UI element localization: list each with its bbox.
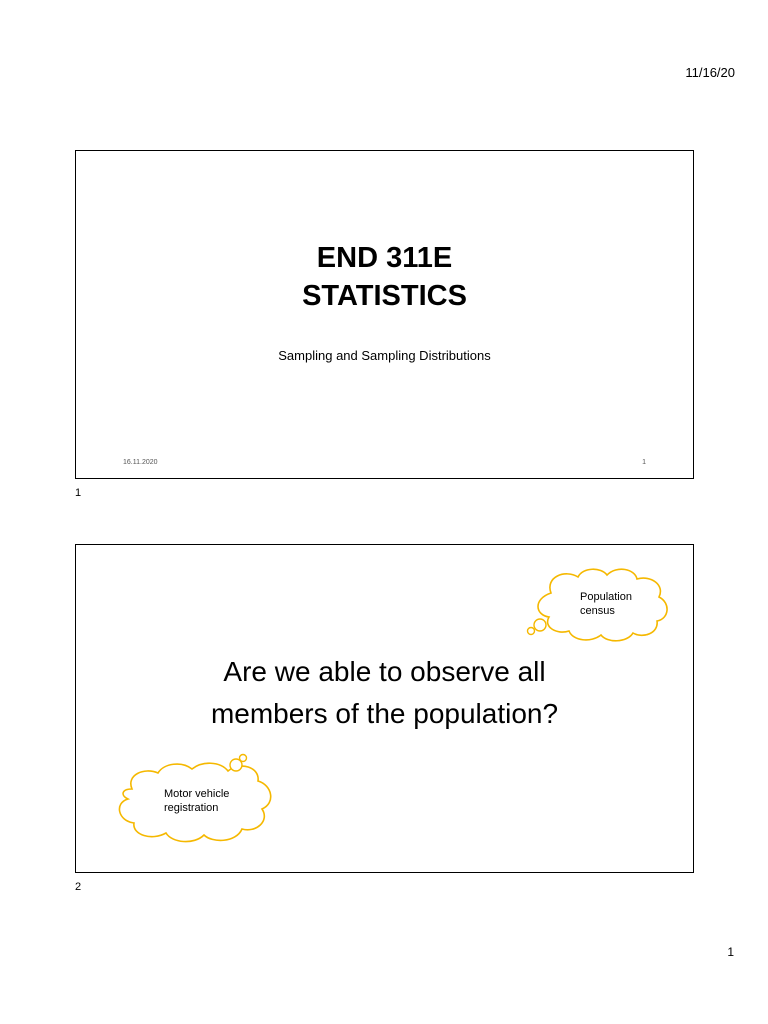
slide-footer-number: 1 <box>642 459 646 466</box>
slide-question <box>76 651 693 735</box>
title-line-2: STATISTICS <box>302 280 467 312</box>
page-number: 1 <box>727 945 734 959</box>
title-line-1: END 311E <box>316 242 453 274</box>
callout-text-bottom <box>164 787 229 815</box>
callout-bottom-line-1: Motor vehicle <box>164 788 230 800</box>
thought-cloud-population-census <box>523 565 678 645</box>
callout-bottom-line-2: registration <box>164 802 219 814</box>
callout-top-line-1: Population <box>580 591 632 603</box>
page-date: 11/16/20 <box>685 65 735 80</box>
question-line-1: Are we able to observe all <box>223 656 546 687</box>
slide-number-label-2: 2 <box>75 881 82 893</box>
slide-footer-date: 16.11.2020 <box>123 459 158 466</box>
slide-title <box>76 239 693 315</box>
thought-cloud-motor-vehicle <box>112 749 282 849</box>
callout-top-line-2: census <box>580 605 615 617</box>
question-line-2: members of the population? <box>210 698 559 729</box>
slide-2 <box>75 544 694 873</box>
slide-number-label-1: 1 <box>75 487 82 499</box>
callout-text-top <box>580 590 632 618</box>
slide-subtitle: Sampling and Sampling Distributions <box>278 348 491 363</box>
slide-1 <box>75 150 694 479</box>
